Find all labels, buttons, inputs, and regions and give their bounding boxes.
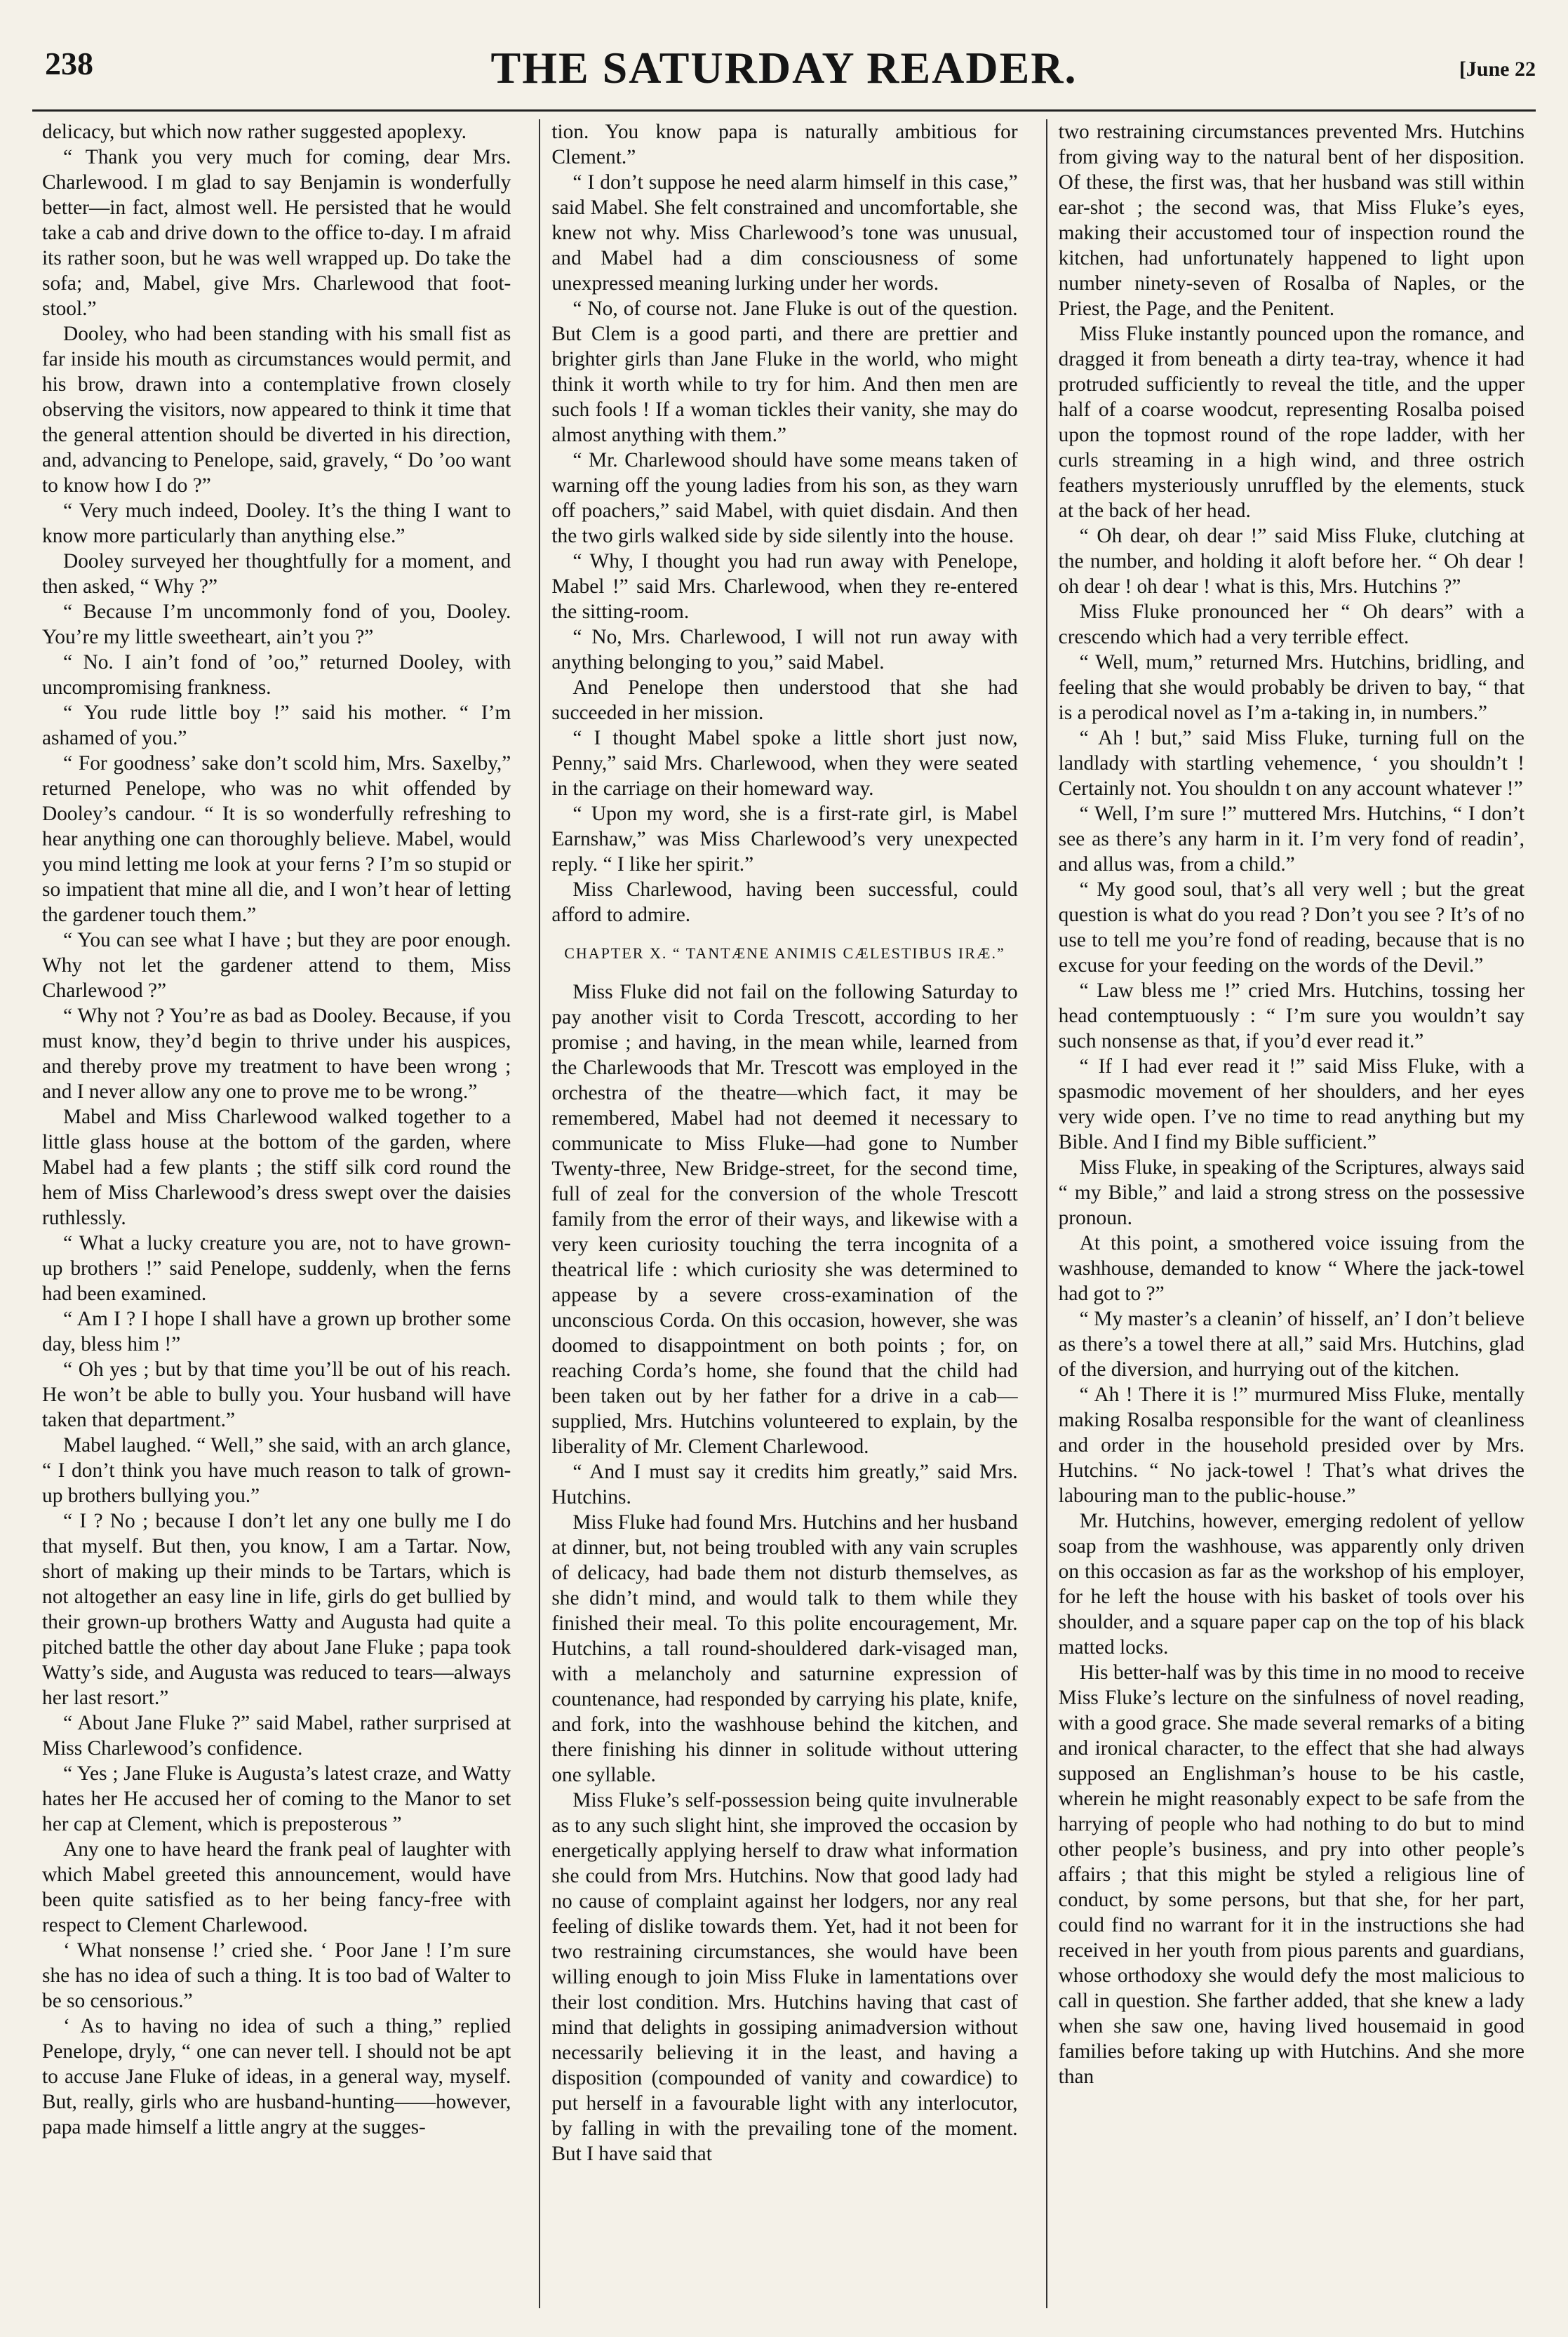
paragraph: Mabel and Miss Charlewood walked together to a little glass house at the bottom of the garden, where Mabel had a few plants ; the stiff silk cord round the hem of Miss Charlewood’s dress swept over the daisies ruthlessly. [42, 1106, 511, 1229]
paragraph: Miss Fluke’s self-possession being quite invulnerable as to any such slight hint, she improved the occasion by energetically applying herself to draw what information she could from Mrs. Hutchins. Now that good lady had no cause of complaint against her lodgers, nor any real feeling of dislike towards them. Yet, had it not been for two restraining circumstances, she would have been willing enough to join Miss Fluke in lamentations over their lost condition. Mrs. Hutchins having that cast of mind that delights in gossiping animadversion without necessarily believing it in the least, and having a disposition (compounded of vanity and cowardice) to put herself in a favourable light with any interlocutor, by falling in with the prevailing tone of the moment. But I have said that [551, 1789, 1018, 2165]
paragraph: “ Why not ? You’re as bad as Dooley. Because, if you must know, they’d begin to thrive under his auspices, and thereby prove my treatment to have been wrong ; and I never allow any one to prove me to be wrong.” [42, 1005, 511, 1103]
paragraph: “ I ? No ; because I don’t let any one bully me I do that myself. But then, you know, I am a Tartar. Now, short of making up their minds to be Tartars, which is not altogether an easy line in life, girls do get bullied by their grown-up brothers Watty and Augusta had quite a pitched battle the other day about Jane Fluke ; papa took Watty’s side, and Augusta was reduced to tears—always her last resort.” [42, 1510, 511, 1709]
paragraph: “ Why, I thought you had run away with Penelope, Mabel !” said Mrs. Charlewood, when they re-entered the sitting-room. [551, 550, 1018, 623]
paragraph: “ Am I ? I hope I shall have a grown up brother some day, bless him !” [42, 1308, 511, 1355]
paragraph: “ Ah ! There it is !” murmured Miss Fluke, mentally making Rosalba responsible for the want of cleanliness and order in the household presided over by Mrs. Hutchins. “ No jack-towel ! That’s what drives the labouring man to the public-house.” [1058, 1384, 1525, 1507]
paragraph: Miss Fluke did not fail on the following Saturday to pay another visit to Corda Trescott, according to her promise ; and having, in the mean while, learned from the Charlewoods that Mr. Trescott was employed in the orchestra of the theatre—which fact, it may be remembered, Mabel had not deemed it necessary to communicate to Miss Fluke—had gone to Number Twenty-three, New Bridge-street, for the second time, full of zeal for the conversion of the whole Trescott family from the error of their ways, and likewise with a very keen curiosity touching the terra incognita of a theatrical life : which curiosity she was determined to appease by a severe cross-examination of the unconscious Corda. On this occasion, however, she was doomed to disappointment on both points ; for, on reaching Corda’s home, she found that the child had been taken out by her father for a drive in a cab—supplied, Mrs. Hutchins volunteered to explain, by the liberality of Mr. Clement Charlewood. [551, 981, 1018, 1458]
paragraph: “ Mr. Charlewood should have some means taken of warning off the young ladies from his son, as they warn off poachers,” said Mabel, with quiet disdain. And then the two girls walked side by side silently into the house. [551, 449, 1018, 547]
paragraph: “ My good soul, that’s all very well ; but the great question is what do you read ? Don’t you see ? It’s of no use to tell me you’re fond of reading, because that is no excuse for your feeding on the words of the Devil.” [1058, 878, 1525, 977]
paragraph: ‘ What nonsense !’ cried she. ‘ Poor Jane ! I’m sure she has no idea of such a thing. It is too bad of Walter to be so censorious.” [42, 1939, 511, 2012]
paragraph: And Penelope then understood that she had succeeded in her mission. [551, 676, 1018, 724]
paragraph: “ If I had ever read it !” said Miss Fluke, with a spasmodic movement of her shoulders, and her eyes very wide open. I’ve no time to read anything but my Bible. And I find my Bible sufficient.” [1058, 1055, 1525, 1153]
paragraph: “ You rude little boy !” said his mother. “ I’m ashamed of you.” [42, 702, 511, 749]
paragraph: “ Well, I’m sure !” muttered Mrs. Hutchins, “ I don’t see as there’s any harm in it. I’m very fond of readin’, and allus was, from a child.” [1058, 803, 1525, 876]
column-1 [32, 119, 522, 2308]
paragraph: “ Upon my word, she is a first-rate girl, is Mabel Earnshaw,” was Miss Charlewood’s very unexpected reply. “ I like her spirit.” [551, 803, 1018, 876]
paragraph: “ You can see what I have ; but they are poor enough. Why not let the gardener attend to them, Miss Charlewood ?” [42, 929, 511, 1002]
paragraph: “ I thought Mabel spoke a little short just now, Penny,” said Mrs. Charlewood, when they were seated in the carriage on their homeward way. [551, 727, 1018, 800]
paragraph: “ Oh yes ; but by that time you’ll be out of his reach. He won’t be able to bully you. Your husband will have taken that department.” [42, 1358, 511, 1431]
paragraph: “ And I must say it credits him greatly,” said Mrs. Hutchins. [551, 1461, 1018, 1508]
paragraph: ‘ As to having no idea of such a thing,” replied Penelope, dryly, “ one can never tell. I should not be apt to accuse Jane Fluke of ideas, in a general way, myself. But, really, girls who are husband-hunting——however, papa made himself a little angry at the sugges- [42, 2015, 511, 2138]
paragraph: two restraining circumstances prevented Mrs. Hutchins from giving way to the natural bent of her disposition. Of these, the first was, that her husband was still within ear-shot ; the second was, that Miss Fluke’s eyes, making their accustomed tour of inspection round the kitchen, had unfortunately happened to light upon number ninety-seven of Rosalba of Naples, or the Priest, the Page, and the Penitent. [1058, 121, 1525, 320]
paragraph: “ Yes ; Jane Fluke is Augusta’s latest craze, and Watty hates her He accused her of coming to the Manor to set her cap at Clement, which is preposterous ” [42, 1762, 511, 1835]
paragraph: His better-half was by this time in no mood to receive Miss Fluke’s lecture on the sinfulness of novel reading, with a good grace. She made several remarks of a biting and ironical character, to the effect that she had always supposed an Englishman’s house to be his castle, wherein he might reasonably expect to be safe from the harrying of people who had nothing to do but to mind other people’s business, and pry into other people’s affairs ; that this might be styled a religious line of conduct, by some persons, but that she, for her part, could find no warrant for it in the instructions she had received in her youth from pious parents and guardians, whose orthodoxy she would defy the most malicious to call in question. She farther added, that she knew a lady when she saw one, having lived housemaid in good families before taking up with Hutchins. And she more than [1058, 1661, 1525, 2088]
paragraph: “ What a lucky creature you are, not to have grown-up brothers !” said Penelope, suddenly, when the ferns had been examined. [42, 1232, 511, 1305]
paragraph: At this point, a smothered voice issuing from the washhouse, demanded to know “ Where the jack-towel had got to ?” [1058, 1232, 1525, 1305]
paragraph: “ No, Mrs. Charlewood, I will not run away with anything belonging to you,” said Mabel. [551, 626, 1018, 674]
paragraph: Miss Charlewood, having been successful, could afford to admire. [551, 878, 1018, 926]
paragraph: delicacy, but which now rather suggested apoplexy. [42, 121, 467, 143]
paragraph: Miss Fluke pronounced her “ Oh dears” with a crescendo which had a very terrible effect. [1058, 601, 1525, 648]
column-2 [539, 119, 1028, 2308]
paragraph: Dooley, who had been standing with his small fist as far inside his mouth as circumstances would permit, and his brow, drawn into a contemplative frown closely observing the visitors, now appeared to think it time that the general attention should be diverted in his direction, and, advancing to Penelope, said, gravely, “ Do ’oo want to know how I do ?” [42, 323, 511, 497]
paragraph: “ Well, mum,” returned Mrs. Hutchins, bridling, and feeling that she would probably be driven to bay, “ that is a perodical novel as I’m a-taking in, in numbers.” [1058, 651, 1525, 724]
paragraph: “ Thank you very much for coming, dear Mrs. Charlewood. I m glad to say Benjamin is wonderfully better—in fact, almost well. He persisted that he would take a cab and drive down to the office to-day. I m afraid its rather soon, but he was well wrapped up. Do take the sofa; and, Mabel, give Mrs. Charlewood that foot-stool.” [42, 146, 511, 320]
page-number: 238 [45, 46, 93, 81]
chapter-heading: CHAPTER X. “ TANTÆNE ANIMIS CÆLESTIBUS IRÆ.” [564, 944, 1005, 962]
paragraph: Mr. Hutchins, however, emerging redolent of yellow soap from the washhouse, was apparently only driven on this occasion as far as the workshop of his employer, for he left the house with his basket of tools over his shoulder, and a square paper cap on the top of his black matted locks. [1058, 1510, 1525, 1659]
paragraph: “ For goodness’ sake don’t scold him, Mrs. Saxelby,” returned Penelope, who was no whit offended by Dooley’s candour. “ It is so wonderfully refreshing to hear anything one can thoroughly believe. Mabel, would you mind letting me look at your ferns ? I’m so stupid or so impatient that mine all die, and I won’t hear of letting the gardener touch them.” [42, 752, 511, 926]
paragraph: “ Ah ! but,” said Miss Fluke, turning full on the landlady with startling vehemence, ‘ you shouldn’t ! Certainly not. You shouldn t on any account whatever !” [1058, 727, 1525, 800]
paragraph: “ My master’s a cleanin’ of hisself, an’ I don’t believe as there’s a towel there at all,” said Mrs. Hutchins, glad of the diversion, and hurrying out of the kitchen. [1058, 1308, 1525, 1381]
text-columns [32, 119, 1536, 2308]
paragraph: Miss Fluke instantly pounced upon the romance, and dragged it from beneath a dirty tea-tray, whence it had protruded sufficiently to reveal the title, and the upper half of a coarse woodcut, representing Rosalba poised upon the topmost round of the rope ladder, with her curls streaming in a high wind, and three ostrich feathers mysteriously unruffled by the elements, stuck at the back of her head. [1058, 323, 1525, 522]
paragraph: Miss Fluke, in speaking of the Scriptures, always said “ my Bible,” and laid a strong stress on the possessive pronoun. [1058, 1156, 1525, 1229]
column-3 [1046, 119, 1536, 2308]
paragraph: “ About Jane Fluke ?” said Mabel, rather surprised at Miss Charlewood’s confidence. [42, 1712, 511, 1760]
paragraph: “ Because I’m uncommonly fond of you, Dooley. You’re my little sweetheart, ain’t you ?” [42, 601, 511, 648]
paragraph: “ No, of course not. Jane Fluke is out of the question. But Clem is a good parti, and there are prettier and brighter girls than Jane Fluke in the world, who might think it worth while to try for him. And then men are such fools ! If a woman tickles their vanity, she may do almost anything with them.” [551, 297, 1018, 446]
paragraph: tion. You know papa is naturally ambitious for Clement.” [551, 121, 1018, 168]
paragraph: “ Oh dear, oh dear !” said Miss Fluke, clutching at the number, and holding it aloft before her. “ Oh dear ! oh dear ! oh dear ! what is this, Mrs. Hutchins ?” [1058, 525, 1525, 598]
paragraph: “ Very much indeed, Dooley. It’s the thing I want to know more particularly than anything else.” [42, 500, 511, 547]
paragraph: Any one to have heard the frank peal of laughter with which Mabel greeted this announcement, would have been quite satisfied as to her being fancy-free with respect to Clement Charlewood. [42, 1838, 511, 1936]
page-header [32, 42, 1536, 112]
paragraph: Mabel laughed. “ Well,” she said, with an arch glance, “ I don’t think you have much reason to talk of grown-up brothers bullying you.” [42, 1434, 511, 1507]
paragraph: “ No. I ain’t fond of ’oo,” returned Dooley, with uncompromising frankness. [42, 651, 511, 699]
paragraph: Miss Fluke had found Mrs. Hutchins and her husband at dinner, but, not being troubled with any vain scruples of delicacy, had bade them not disturb themselves, as she didn’t mind, and would talk to them while they finished their meal. To this polite encouragement, Mr. Hutchins, a tall round-shouldered dark-visaged man, with a melancholy and saturnine expression of countenance, had responded by carrying his plate, knife, and fork, into the washhouse behind the kitchen, and there finishing his dinner in solitude without uttering one syllable. [551, 1511, 1018, 1786]
publication-title: THE SATURDAY READER. [490, 43, 1078, 93]
paragraph: Dooley surveyed her thoughtfully for a moment, and then asked, “ Why ?” [42, 550, 511, 598]
issue-date: [June 22 [1459, 58, 1536, 81]
paragraph: “ I don’t suppose he need alarm himself in this case,” said Mabel. She felt constrained and uncomfortable, she knew not why. Miss Charlewood’s tone was unusual, and Mabel had a dim consciousness of some unexpressed meaning lurking under her words. [551, 171, 1018, 295]
paragraph: “ Law bless me !” cried Mrs. Hutchins, tossing her head contemptuously : “ I’m sure you wouldn’t say such nonsense as that, if you’d ever read it.” [1058, 979, 1525, 1052]
